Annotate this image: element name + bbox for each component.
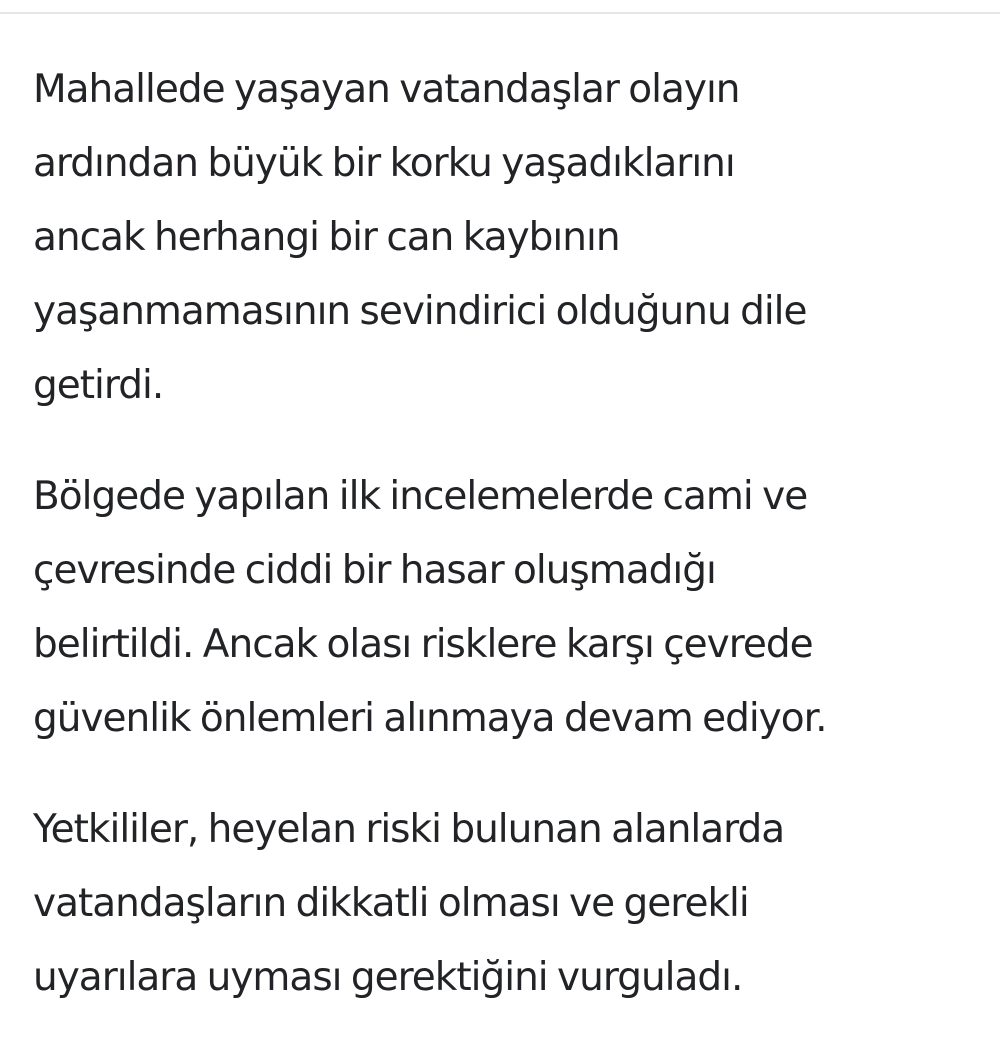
paragraph-line: getirdi. [33, 363, 164, 408]
paragraph-line: ancak herhangi bir can kaybının [33, 215, 620, 260]
paragraph-line: uyarılara uyması gerektiğini vurguladı. [33, 955, 743, 1000]
article-body [33, 53, 983, 1015]
paragraph-line: yaşanmamasının sevindirici olduğunu dile [33, 289, 807, 334]
article-paragraph [33, 53, 983, 423]
paragraph-line: güvenlik önlemleri alınmaya devam ediyor. [33, 696, 827, 741]
paragraph-line: vatandaşların dikkatli olması ve gerekli [33, 881, 749, 926]
paragraph-line: belirtildi. Ancak olası risklere karşı çevrede [33, 622, 813, 667]
paragraph-line: Mahallede yaşayan vatandaşlar olayın [33, 67, 740, 112]
paragraph-line: Yetkililer, heyelan riski bulunan alanlarda [33, 807, 785, 852]
article-paragraph [33, 460, 983, 756]
paragraph-line: ardından büyük bir korku yaşadıklarını [33, 141, 735, 186]
article-paragraph [33, 793, 983, 1015]
top-divider [0, 12, 1000, 14]
paragraph-line: Bölgede yapılan ilk incelemelerde cami ve [33, 474, 808, 519]
paragraph-line: çevresinde ciddi bir hasar oluşmadığı [33, 548, 716, 593]
